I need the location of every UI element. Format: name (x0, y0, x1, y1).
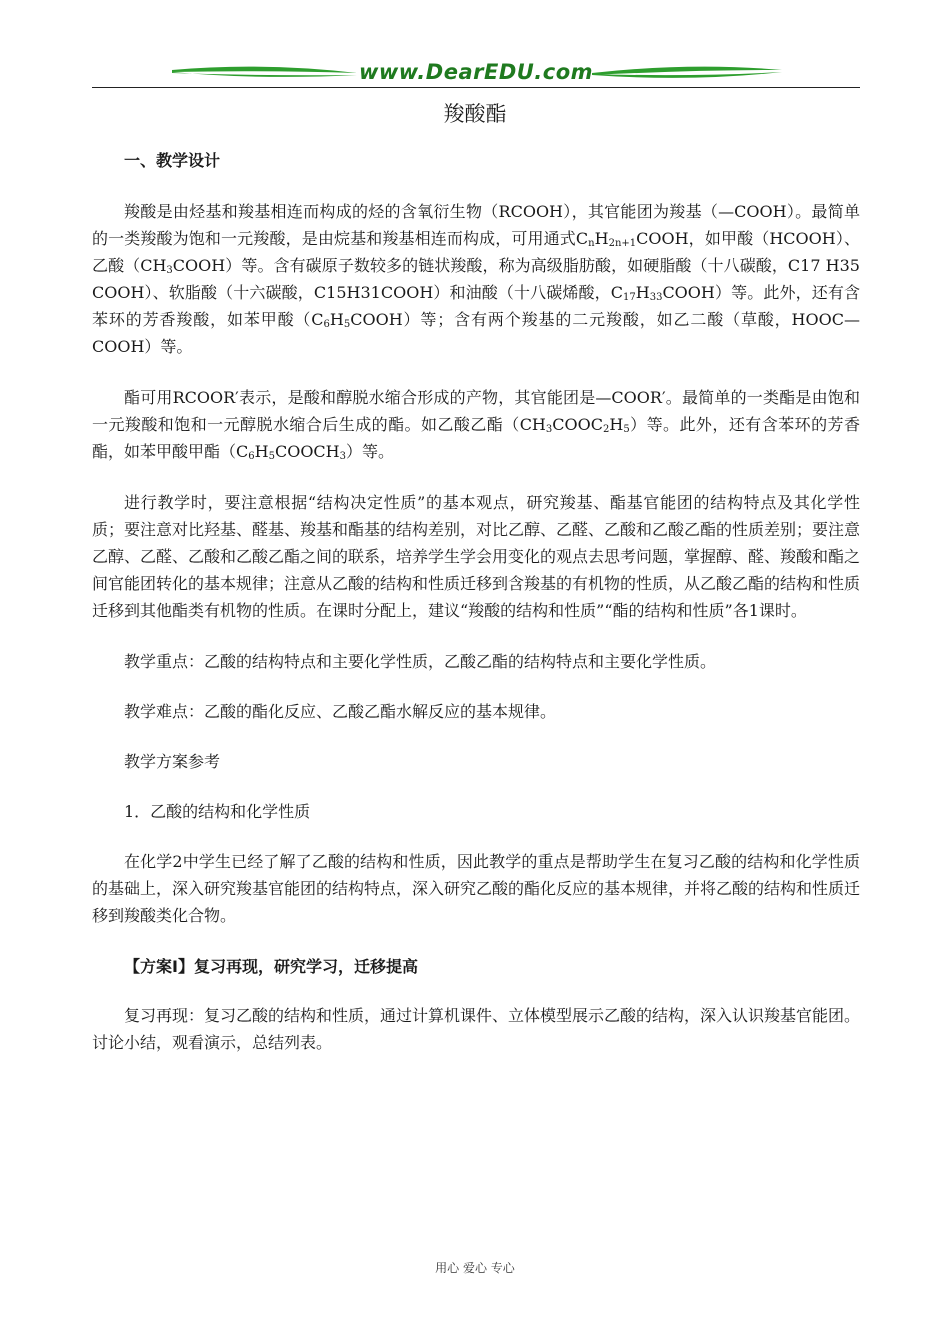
site-logo[interactable]: www.DearEDU.com (358, 60, 594, 84)
key-point: 教学重点：乙酸的结构特点和主要化学性质，乙酸乙酯的结构特点和主要化学性质。 (124, 652, 717, 671)
document-body (92, 147, 860, 1056)
section-heading: 一、教学设计 (124, 151, 221, 170)
paragraph-review: 复习再现：复习乙酸的结构和性质，通过计算机课件、立体模型展示乙酸的结构，深入认识羧基官能团。讨论小结，观看演示，总结列表。 (92, 1006, 861, 1052)
page-title: 羧酸酯 (443, 102, 507, 126)
plan-reference: 教学方案参考 (124, 752, 221, 771)
paragraph-ester: 酯可用RCOOR′表示，是酸和醇脱水缩合形成的产物，其官能团是—COOR′。最简单的一类酯是由饱和一元羧酸和饱和一元醇脱水缩合后生成的酯。如乙酸乙酯$(CH_3COOC_2H_5)$等。此外，还有含苯环的芳香酯，如苯甲酸甲酯$(C_6H_5COOCH_3)$等。 (92, 388, 860, 462)
subsection-heading: 1．乙酸的结构和化学性质 (124, 802, 311, 821)
difficulty-point: 教学难点：乙酸的酯化反应、乙酸乙酯水解反应的基本规律。 (124, 702, 557, 721)
paragraph-teaching: 进行教学时，要注意根据“结构决定性质”的基本观点，研究羧基、酯基官能团的结构特点及其化学性质；要注意对比羟基、醛基、羧基和酯基的结构差别，对比乙醇、乙醛、乙酸和乙酸乙酯的性质差别；要注意乙醇、乙醛、乙酸和乙酸乙酯之间的联系，培养学生学会用变化的观点去思考问题，掌握醇、醛、羧酸和酯之间官能团转化的基本规律；注意从乙酸的结构和性质迁移到含羧基的有机物的性质，从乙酸乙酯的结构和性质迁移到其他酯类有机物的性质。在课时分配上，建议“羧酸的结构和性质”“酯的结构和性质”各1课时。 (92, 493, 861, 620)
header-rule (92, 87, 860, 88)
page-footer: 用心 爱心 专心 (435, 1261, 515, 1275)
page-header (92, 58, 860, 92)
plan-heading: 【方案Ⅰ】复习再现，研究学习，迁移提高 (124, 957, 418, 976)
paragraph-acetic-acid: 在化学2中学生已经了解了乙酸的结构和性质，因此教学的重点是帮助学生在复习乙酸的结构和化学性质的基础上，深入研究羧基官能团的结构特点，深入研究乙酸的酯化反应的基本规律，并将乙酸的结构和性质迁移到羧酸类化合物。 (92, 852, 861, 925)
paragraph-carboxylic-acid: 羧酸是由烃基和羧基相连而构成的烃的含氧衍生物（RCOOH），其官能团为羧基（—COOH）。最简单的一类羧酸为饱和一元羧酸，是由烷基和羧基相连而构成，可用通式$C_nH_{2n+1}COOH$，如甲酸（HCOOH）、乙酸$(CH_3COOH)$等。含有碳原子数较多的链状羧酸，称为高级脂肪酸，如硬脂酸（十八碳酸，C17 H35 COOH）、软脂酸（十六碳酸，C15H31COOH）和油酸（十八碳烯酸，$C_{17}H_{33}COOH$）等。此外，还有含苯环的芳香羧酸，如苯甲酸$(C_6H_5COOH)$等；含有两个羧基的二元羧酸，如乙二酸（草酸，HOOC—COOH）等。 (92, 202, 860, 356)
